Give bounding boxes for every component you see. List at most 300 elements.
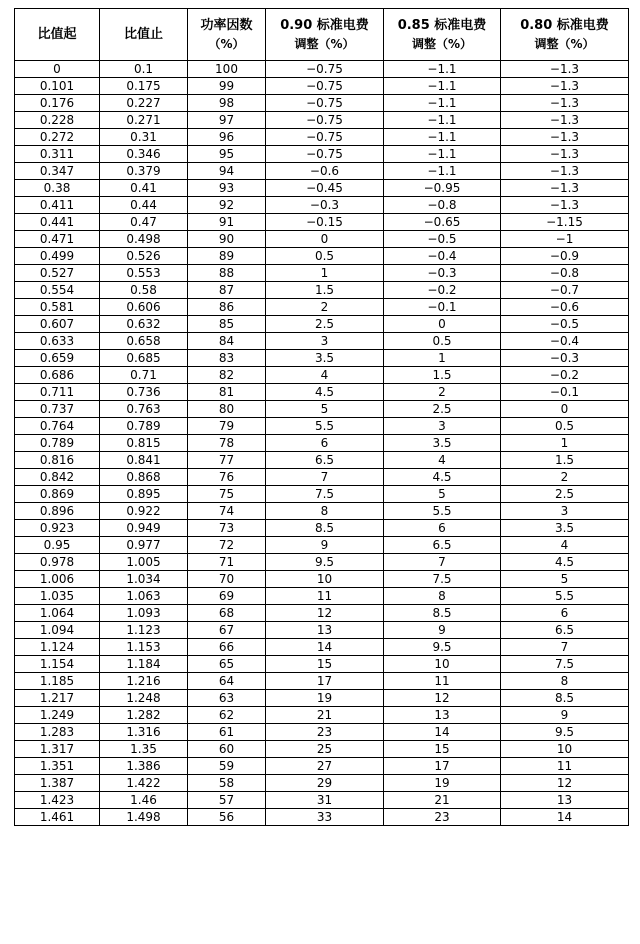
adjust-090-cell: 21 [266, 707, 384, 724]
ratio-start-cell: 1.249 [15, 707, 100, 724]
header-line: 比值止 [123, 26, 163, 42]
ratio-start-cell: 0.272 [15, 129, 100, 146]
ratio-end-cell: 1.248 [100, 690, 188, 707]
ratio-end-cell: 0.606 [100, 299, 188, 316]
adjust-090-cell: 27 [266, 758, 384, 775]
power-factor-cell: 74 [188, 503, 266, 520]
adjust-080-cell: 4.5 [501, 554, 629, 571]
ratio-start-cell: 1.094 [15, 622, 100, 639]
table-body [15, 61, 629, 826]
ratio-start-cell: 0.711 [15, 384, 100, 401]
power-factor-cell: 58 [188, 775, 266, 792]
ratio-start-cell: 1.351 [15, 758, 100, 775]
power-factor-cell: 91 [188, 214, 266, 231]
adjust-090-cell: −0.45 [266, 180, 384, 197]
adjust-090-cell: −0.75 [266, 146, 384, 163]
adjust-080-cell: 6.5 [501, 622, 629, 639]
adjust-090-cell: −0.75 [266, 61, 384, 78]
adjust-090-cell: 0.5 [266, 248, 384, 265]
power-factor-cell: 86 [188, 299, 266, 316]
power-factor-cell: 68 [188, 605, 266, 622]
ratio-start-cell: 0 [15, 61, 100, 78]
header-line-2: 调整（%） [534, 36, 595, 51]
power-factor-cell: 69 [188, 588, 266, 605]
power-factor-cell: 80 [188, 401, 266, 418]
adjust-090-cell: 11 [266, 588, 384, 605]
ratio-start-cell: 1.154 [15, 656, 100, 673]
power-factor-cell: 85 [188, 316, 266, 333]
table-row [15, 486, 629, 503]
power-factor-cell: 70 [188, 571, 266, 588]
adjust-085-cell: 2.5 [384, 401, 501, 418]
ratio-start-cell: 1.217 [15, 690, 100, 707]
adjust-090-cell: 15 [266, 656, 384, 673]
adjust-080-cell: −0.5 [501, 316, 629, 333]
adjust-085-cell: 15 [384, 741, 501, 758]
adjust-085-cell: −0.5 [384, 231, 501, 248]
table-row [15, 163, 629, 180]
header-row [15, 9, 629, 61]
ratio-end-cell: 1.123 [100, 622, 188, 639]
table-row [15, 741, 629, 758]
table-row [15, 78, 629, 95]
header-power-factor [188, 9, 266, 61]
adjust-085-cell: 2 [384, 384, 501, 401]
ratio-end-cell: 0.868 [100, 469, 188, 486]
ratio-start-cell: 0.816 [15, 452, 100, 469]
adjust-080-cell: 3.5 [501, 520, 629, 537]
adjust-090-cell: 17 [266, 673, 384, 690]
power-factor-cell: 78 [188, 435, 266, 452]
table-row [15, 112, 629, 129]
ratio-start-cell: 0.95 [15, 537, 100, 554]
table-row [15, 605, 629, 622]
ratio-end-cell: 0.41 [100, 180, 188, 197]
ratio-start-cell: 1.035 [15, 588, 100, 605]
ratio-end-cell: 0.31 [100, 129, 188, 146]
adjust-090-cell: −0.6 [266, 163, 384, 180]
power-factor-cell: 98 [188, 95, 266, 112]
header-line-2: 调整（%） [411, 36, 473, 51]
table-row [15, 401, 629, 418]
adjust-085-cell: −0.3 [384, 265, 501, 282]
adjust-085-cell: 13 [384, 707, 501, 724]
adjust-080-cell: 7.5 [501, 656, 629, 673]
table-row [15, 180, 629, 197]
adjust-080-cell: 14 [501, 809, 629, 826]
ratio-end-cell: 1.282 [100, 707, 188, 724]
header-line-2: （%） [208, 36, 245, 51]
ratio-start-cell: 0.581 [15, 299, 100, 316]
table-row [15, 554, 629, 571]
ratio-start-cell: 0.176 [15, 95, 100, 112]
header-line: 0.90 标准电费 [280, 17, 369, 33]
adjust-080-cell: 5 [501, 571, 629, 588]
adjust-085-cell: 7.5 [384, 571, 501, 588]
adjust-090-cell: −0.75 [266, 95, 384, 112]
ratio-start-cell: 0.686 [15, 367, 100, 384]
adjust-080-cell: 9.5 [501, 724, 629, 741]
adjust-085-cell: −1.1 [384, 112, 501, 129]
table-row [15, 758, 629, 775]
table-row [15, 95, 629, 112]
ratio-start-cell: 0.923 [15, 520, 100, 537]
adjust-080-cell: −0.8 [501, 265, 629, 282]
table-row [15, 367, 629, 384]
ratio-start-cell: 1.461 [15, 809, 100, 826]
ratio-end-cell: 0.1 [100, 61, 188, 78]
adjust-085-cell: 3 [384, 418, 501, 435]
adjust-080-cell: −1 [501, 231, 629, 248]
table-row [15, 469, 629, 486]
adjust-085-cell: 3.5 [384, 435, 501, 452]
adjust-080-cell: 1 [501, 435, 629, 452]
power-factor-cell: 96 [188, 129, 266, 146]
adjust-085-cell: 6.5 [384, 537, 501, 554]
adjust-090-cell: −0.75 [266, 129, 384, 146]
table-row [15, 520, 629, 537]
power-factor-cell: 81 [188, 384, 266, 401]
header-line: 功率因数 [200, 17, 253, 33]
adjust-085-cell: 1 [384, 350, 501, 367]
adjust-090-cell: −0.15 [266, 214, 384, 231]
table-row [15, 418, 629, 435]
adjust-090-cell: −0.75 [266, 78, 384, 95]
adjust-085-cell: 9 [384, 622, 501, 639]
table-row [15, 588, 629, 605]
adjust-085-cell: 12 [384, 690, 501, 707]
adjust-090-cell: 19 [266, 690, 384, 707]
adjust-090-cell: 8 [266, 503, 384, 520]
ratio-start-cell: 1.423 [15, 792, 100, 809]
adjust-085-cell: −0.95 [384, 180, 501, 197]
ratio-end-cell: 1.498 [100, 809, 188, 826]
header-line-2: 调整（%） [294, 36, 355, 51]
ratio-end-cell: 0.526 [100, 248, 188, 265]
power-factor-cell: 89 [188, 248, 266, 265]
power-factor-cell: 59 [188, 758, 266, 775]
adjust-090-cell: 31 [266, 792, 384, 809]
header-line: 0.80 标准电费 [520, 17, 609, 33]
adjust-090-cell: 13 [266, 622, 384, 639]
ratio-end-cell: 0.685 [100, 350, 188, 367]
adjust-085-cell: −0.2 [384, 282, 501, 299]
ratio-end-cell: 1.216 [100, 673, 188, 690]
ratio-start-cell: 0.896 [15, 503, 100, 520]
ratio-start-cell: 0.659 [15, 350, 100, 367]
adjust-080-cell: 8.5 [501, 690, 629, 707]
adjust-080-cell: 7 [501, 639, 629, 656]
ratio-end-cell: 0.977 [100, 537, 188, 554]
adjust-090-cell: 23 [266, 724, 384, 741]
header-ratio-end [100, 9, 188, 61]
table-row [15, 571, 629, 588]
adjust-085-cell: 10 [384, 656, 501, 673]
power-factor-cell: 83 [188, 350, 266, 367]
adjust-080-cell: −1.15 [501, 214, 629, 231]
adjust-080-cell: −0.6 [501, 299, 629, 316]
adjust-080-cell: 4 [501, 537, 629, 554]
power-factor-cell: 76 [188, 469, 266, 486]
power-factor-cell: 62 [188, 707, 266, 724]
power-factor-cell: 95 [188, 146, 266, 163]
ratio-start-cell: 0.499 [15, 248, 100, 265]
adjust-085-cell: 9.5 [384, 639, 501, 656]
adjust-090-cell: 33 [266, 809, 384, 826]
ratio-start-cell: 0.789 [15, 435, 100, 452]
adjust-080-cell: 11 [501, 758, 629, 775]
table-row [15, 214, 629, 231]
adjust-080-cell: −1.3 [501, 78, 629, 95]
adjust-085-cell: 0 [384, 316, 501, 333]
adjust-080-cell: 6 [501, 605, 629, 622]
ratio-end-cell: 0.815 [100, 435, 188, 452]
ratio-start-cell: 0.527 [15, 265, 100, 282]
power-factor-cell: 71 [188, 554, 266, 571]
adjust-080-cell: −1.3 [501, 163, 629, 180]
adjust-080-cell: 5.5 [501, 588, 629, 605]
adjust-085-cell: 5 [384, 486, 501, 503]
adjust-090-cell: 8.5 [266, 520, 384, 537]
adjust-090-cell: −0.75 [266, 112, 384, 129]
table-row [15, 146, 629, 163]
adjust-090-cell: 10 [266, 571, 384, 588]
adjust-080-cell: 0.5 [501, 418, 629, 435]
adjust-085-cell: 5.5 [384, 503, 501, 520]
ratio-end-cell: 1.153 [100, 639, 188, 656]
power-factor-cell: 63 [188, 690, 266, 707]
power-factor-table [14, 8, 629, 826]
ratio-end-cell: 0.227 [100, 95, 188, 112]
adjust-085-cell: 6 [384, 520, 501, 537]
adjust-085-cell: 23 [384, 809, 501, 826]
ratio-start-cell: 0.607 [15, 316, 100, 333]
ratio-start-cell: 0.842 [15, 469, 100, 486]
adjust-080-cell: −1.3 [501, 95, 629, 112]
adjust-090-cell: 1.5 [266, 282, 384, 299]
power-factor-cell: 87 [188, 282, 266, 299]
ratio-start-cell: 0.869 [15, 486, 100, 503]
ratio-end-cell: 1.35 [100, 741, 188, 758]
ratio-start-cell: 0.633 [15, 333, 100, 350]
adjust-085-cell: 4 [384, 452, 501, 469]
ratio-start-cell: 0.441 [15, 214, 100, 231]
table-row [15, 452, 629, 469]
ratio-end-cell: 1.422 [100, 775, 188, 792]
ratio-end-cell: 0.841 [100, 452, 188, 469]
table-row [15, 265, 629, 282]
adjust-080-cell: −0.2 [501, 367, 629, 384]
header-ratio-start [15, 9, 100, 61]
adjust-080-cell: 0 [501, 401, 629, 418]
ratio-end-cell: 0.175 [100, 78, 188, 95]
ratio-start-cell: 0.311 [15, 146, 100, 163]
adjust-080-cell: −1.3 [501, 180, 629, 197]
table-row [15, 384, 629, 401]
adjust-085-cell: −1.1 [384, 146, 501, 163]
adjust-080-cell: −0.1 [501, 384, 629, 401]
adjust-090-cell: 6.5 [266, 452, 384, 469]
adjust-085-cell: 19 [384, 775, 501, 792]
adjust-085-cell: 8 [384, 588, 501, 605]
power-factor-cell: 100 [188, 61, 266, 78]
ratio-end-cell: 0.58 [100, 282, 188, 299]
table-row [15, 231, 629, 248]
power-factor-cell: 97 [188, 112, 266, 129]
table-row [15, 197, 629, 214]
ratio-start-cell: 0.101 [15, 78, 100, 95]
power-factor-cell: 72 [188, 537, 266, 554]
adjust-090-cell: 14 [266, 639, 384, 656]
adjust-085-cell: 4.5 [384, 469, 501, 486]
adjust-085-cell: −1.1 [384, 95, 501, 112]
adjust-090-cell: 7.5 [266, 486, 384, 503]
ratio-start-cell: 0.228 [15, 112, 100, 129]
adjust-090-cell: 2.5 [266, 316, 384, 333]
adjust-085-cell: −0.8 [384, 197, 501, 214]
table-row [15, 129, 629, 146]
adjust-080-cell: 2 [501, 469, 629, 486]
adjust-080-cell: 8 [501, 673, 629, 690]
adjust-080-cell: −1.3 [501, 61, 629, 78]
table-row [15, 792, 629, 809]
adjust-090-cell: 4.5 [266, 384, 384, 401]
adjust-085-cell: 11 [384, 673, 501, 690]
ratio-start-cell: 0.38 [15, 180, 100, 197]
table-row [15, 248, 629, 265]
ratio-start-cell: 1.185 [15, 673, 100, 690]
table-row [15, 707, 629, 724]
ratio-end-cell: 0.949 [100, 520, 188, 537]
adjust-090-cell: −0.3 [266, 197, 384, 214]
ratio-end-cell: 0.632 [100, 316, 188, 333]
adjust-085-cell: −1.1 [384, 78, 501, 95]
adjust-080-cell: 10 [501, 741, 629, 758]
table-row [15, 350, 629, 367]
adjust-090-cell: 5 [266, 401, 384, 418]
adjust-080-cell: −0.9 [501, 248, 629, 265]
table-row [15, 775, 629, 792]
ratio-start-cell: 0.411 [15, 197, 100, 214]
adjust-085-cell: −0.1 [384, 299, 501, 316]
ratio-end-cell: 1.034 [100, 571, 188, 588]
ratio-start-cell: 1.006 [15, 571, 100, 588]
ratio-start-cell: 0.554 [15, 282, 100, 299]
ratio-end-cell: 0.895 [100, 486, 188, 503]
table-row [15, 656, 629, 673]
adjust-080-cell: 9 [501, 707, 629, 724]
ratio-end-cell: 1.386 [100, 758, 188, 775]
table-row [15, 299, 629, 316]
ratio-end-cell: 0.271 [100, 112, 188, 129]
table-row [15, 809, 629, 826]
ratio-start-cell: 1.064 [15, 605, 100, 622]
adjust-090-cell: 25 [266, 741, 384, 758]
ratio-end-cell: 1.316 [100, 724, 188, 741]
power-factor-cell: 93 [188, 180, 266, 197]
adjust-090-cell: 2 [266, 299, 384, 316]
adjust-085-cell: −1.1 [384, 129, 501, 146]
power-factor-cell: 94 [188, 163, 266, 180]
adjust-080-cell: −0.4 [501, 333, 629, 350]
adjust-080-cell: 2.5 [501, 486, 629, 503]
power-factor-cell: 84 [188, 333, 266, 350]
adjust-090-cell: 29 [266, 775, 384, 792]
ratio-end-cell: 0.47 [100, 214, 188, 231]
ratio-end-cell: 1.093 [100, 605, 188, 622]
power-factor-cell: 82 [188, 367, 266, 384]
adjust-085-cell: 0.5 [384, 333, 501, 350]
power-factor-cell: 75 [188, 486, 266, 503]
adjust-080-cell: 13 [501, 792, 629, 809]
adjust-090-cell: 12 [266, 605, 384, 622]
power-factor-cell: 79 [188, 418, 266, 435]
adjust-080-cell: 3 [501, 503, 629, 520]
ratio-end-cell: 0.346 [100, 146, 188, 163]
table-row [15, 503, 629, 520]
table-row [15, 435, 629, 452]
adjust-090-cell: 1 [266, 265, 384, 282]
adjust-090-cell: 9 [266, 537, 384, 554]
power-factor-cell: 56 [188, 809, 266, 826]
adjust-090-cell: 6 [266, 435, 384, 452]
power-factor-cell: 92 [188, 197, 266, 214]
header-adjust-090 [266, 9, 384, 61]
power-factor-cell: 66 [188, 639, 266, 656]
ratio-start-cell: 0.347 [15, 163, 100, 180]
power-factor-cell: 61 [188, 724, 266, 741]
power-factor-cell: 64 [188, 673, 266, 690]
adjust-085-cell: −0.65 [384, 214, 501, 231]
adjust-085-cell: −1.1 [384, 61, 501, 78]
adjust-085-cell: 8.5 [384, 605, 501, 622]
header-adjust-080 [501, 9, 629, 61]
ratio-end-cell: 0.71 [100, 367, 188, 384]
table-row [15, 622, 629, 639]
ratio-start-cell: 0.737 [15, 401, 100, 418]
table-row [15, 639, 629, 656]
table-row [15, 673, 629, 690]
ratio-end-cell: 0.498 [100, 231, 188, 248]
table-row [15, 690, 629, 707]
adjust-085-cell: −1.1 [384, 163, 501, 180]
ratio-start-cell: 1.283 [15, 724, 100, 741]
table-row [15, 61, 629, 78]
power-factor-cell: 67 [188, 622, 266, 639]
adjust-080-cell: −1.3 [501, 197, 629, 214]
ratio-start-cell: 0.978 [15, 554, 100, 571]
power-factor-cell: 57 [188, 792, 266, 809]
table-row [15, 537, 629, 554]
ratio-start-cell: 1.317 [15, 741, 100, 758]
adjust-080-cell: −0.7 [501, 282, 629, 299]
ratio-start-cell: 1.124 [15, 639, 100, 656]
table-row [15, 724, 629, 741]
ratio-start-cell: 0.764 [15, 418, 100, 435]
ratio-start-cell: 1.387 [15, 775, 100, 792]
table-row [15, 333, 629, 350]
adjust-080-cell: −0.3 [501, 350, 629, 367]
ratio-end-cell: 1.184 [100, 656, 188, 673]
adjust-085-cell: 1.5 [384, 367, 501, 384]
power-factor-cell: 60 [188, 741, 266, 758]
power-factor-cell: 65 [188, 656, 266, 673]
ratio-end-cell: 0.922 [100, 503, 188, 520]
adjust-085-cell: 21 [384, 792, 501, 809]
table-row [15, 316, 629, 333]
power-factor-cell: 73 [188, 520, 266, 537]
ratio-end-cell: 0.658 [100, 333, 188, 350]
